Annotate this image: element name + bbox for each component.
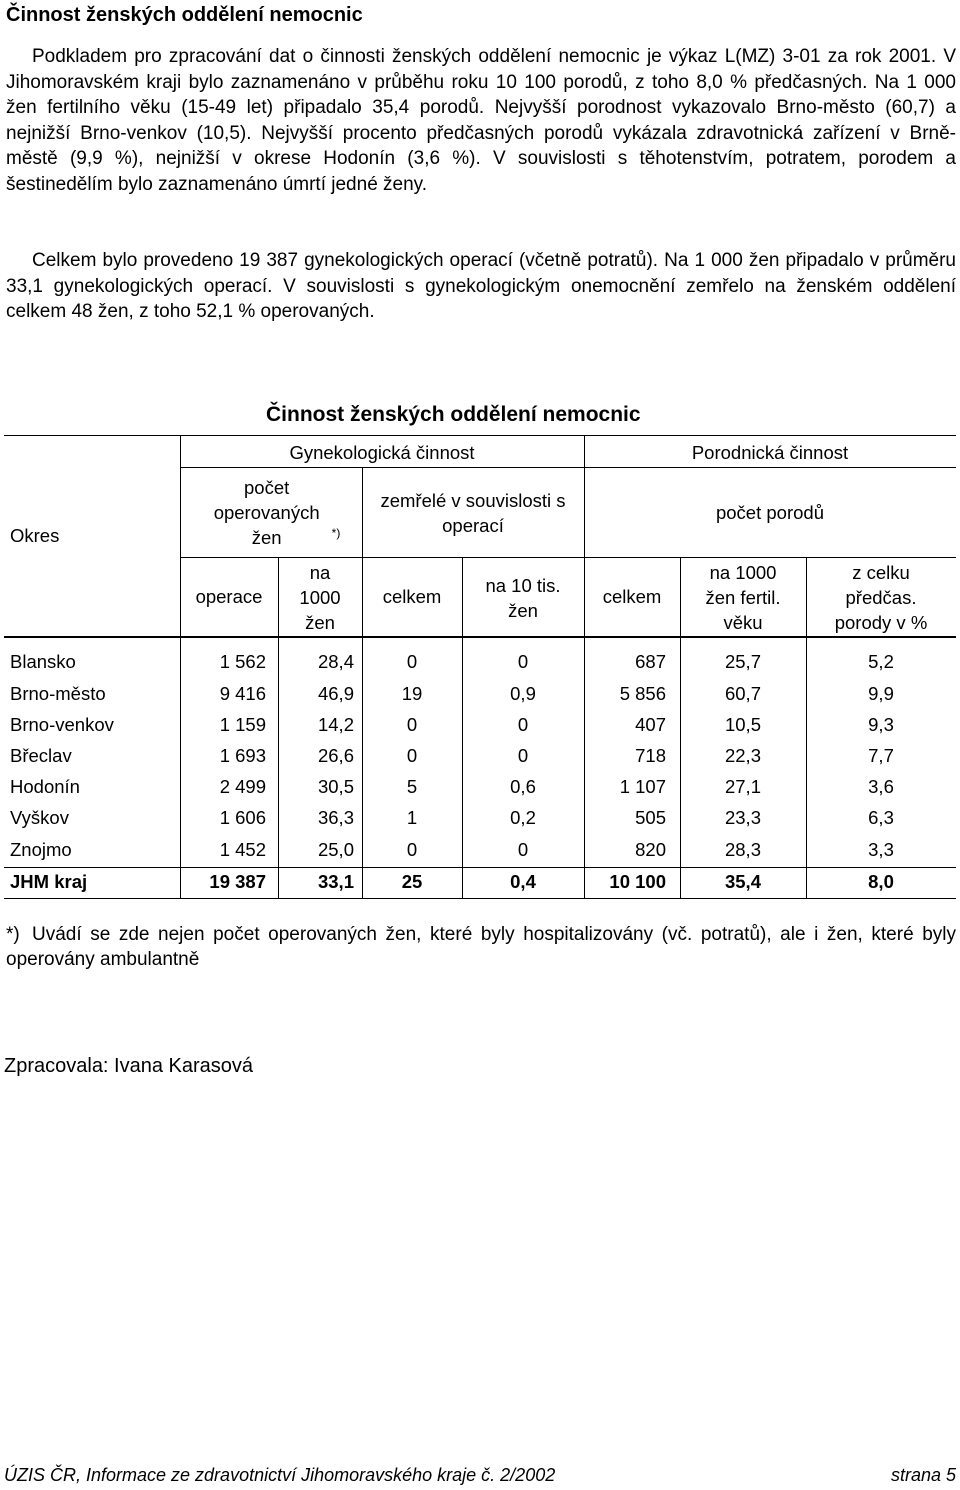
cell-operace: 1 562 [219, 651, 266, 672]
cell-na1000-zen: 26,6 [317, 745, 354, 766]
header-celkem-zemrele: celkem [382, 586, 442, 607]
cell-operace: 1 159 [219, 714, 266, 735]
table-title: Činnost ženských oddělení nemocnic [266, 403, 641, 426]
header-operovanych [180, 475, 362, 550]
footnote-text: Uvádí se zde nejen počet operovaných žen, které byly hospitalizovány (vč. potratů), ale i žen, které byly operovány ambulantně [6, 924, 956, 970]
header-bottom-border [4, 636, 956, 638]
cell-porody-na1000: 23,3 [724, 807, 761, 828]
header-zemrele: zemřelé v souvislosti s operací [380, 490, 566, 536]
paragraph-births: Podkladem pro zpracování dat o činnosti ženských oddělení nemocnic je výkaz L(MZ) 3-01 za rok 2001. V Jihomoravském kraji bylo zaznamenáno v průběhu roku 10 100 porodů, z toho 8,0 % předčasných. Na 1 000 žen fertilního věku (15-49 let) připadalo 35,4 porodů. Nejvyšší porodnost vykazovalo Brno-město (60,7) a nejnižší Brno-venkov (10,5). Nejvyšší procento předčasných porodů vykázala zdravotnická zařízení v Brně-městě (9,9 %), nejnižší v okrese Hodonín (3,6 %). V souvislosti s těhotenstvím, potratem, porodem a šestinedělím bylo zaznamenáno úmrtí jedné ženy. [6, 46, 956, 195]
cell-porody-na1000: 22,3 [724, 745, 761, 766]
footnote [6, 922, 956, 972]
cell-predcas-procento: 8,0 [868, 871, 894, 892]
header-predcas: z celku předčas. porody v % [834, 562, 928, 633]
cell-zemrele-celkem: 1 [406, 807, 418, 828]
cell-operace: 1 693 [219, 745, 266, 766]
header-na1000zen: na 1000 žen [299, 562, 341, 633]
cell-okres: Znojmo [10, 839, 72, 860]
cell-porody-celkem: 1 107 [619, 776, 666, 797]
cell-na1000-zen: 33,1 [317, 871, 354, 892]
cell-porody-na1000: 25,7 [724, 651, 761, 672]
cell-predcas-procento: 9,9 [868, 683, 894, 704]
header-gyn-group: Gynekologická činnost [289, 442, 475, 463]
cell-okres: Brno-město [10, 683, 106, 704]
cell-zemrele-na10tis: 0,6 [510, 776, 536, 797]
cell-na1000-zen: 46,9 [317, 683, 354, 704]
table-top-border [4, 435, 956, 436]
cell-porody-na1000: 27,1 [724, 776, 761, 797]
footnote-text-block [6, 922, 956, 972]
cell-zemrele-na10tis: 0 [517, 714, 529, 735]
cell-porody-celkem: 505 [635, 807, 666, 828]
cell-operace: 9 416 [219, 683, 266, 704]
cell-operace: 1 452 [219, 839, 266, 860]
cell-porody-na1000: 60,7 [724, 683, 761, 704]
cell-porody-celkem: 820 [635, 839, 666, 860]
page-heading: Činnost ženských oddělení nemocnic [6, 4, 363, 26]
total-row-border [4, 867, 956, 868]
cell-na1000-zen: 14,2 [317, 714, 354, 735]
cell-porody-celkem: 687 [635, 651, 666, 672]
header-operovanych-text: počet operovaných žen [213, 477, 320, 548]
cell-okres: Vyškov [10, 807, 69, 828]
cell-porody-celkem: 5 856 [619, 683, 666, 704]
cell-na1000-zen: 30,5 [317, 776, 354, 797]
cell-predcas-procento: 9,3 [868, 714, 894, 735]
cell-na1000-zen: 25,0 [317, 839, 354, 860]
cell-okres: Blansko [10, 651, 76, 672]
paragraph-operations: Celkem bylo provedeno 19 387 gynekologických operací (včetně potratů). Na 1 000 žen připadalo v průměru 33,1 gynekologických operací. V souvislosti s gynekologickým onemocnění zemřelo na ženském oddělení celkem 48 žen, z toho 52,1 % operovaných. [6, 250, 956, 322]
subheader-divider [180, 557, 956, 558]
header-pocet-porodu: počet porodů [715, 502, 824, 523]
cell-zemrele-celkem: 0 [406, 651, 418, 672]
cell-porody-na1000: 10,5 [724, 714, 761, 735]
cell-operace: 19 387 [209, 871, 266, 892]
cell-zemrele-celkem: 19 [401, 683, 423, 704]
header-okres: Okres [10, 525, 60, 546]
cell-operace: 1 606 [219, 807, 266, 828]
cell-na1000-zen: 36,3 [317, 807, 354, 828]
cell-zemrele-celkem: 5 [406, 776, 418, 797]
footnote-symbol: *) [6, 924, 20, 945]
cell-predcas-procento: 3,6 [868, 776, 894, 797]
cell-porody-celkem: 718 [635, 745, 666, 766]
cell-zemrele-celkem: 0 [406, 839, 418, 860]
header-celkem-porody: celkem [602, 586, 662, 607]
cell-okres: Brno-venkov [10, 714, 114, 735]
page-footer [4, 1465, 956, 1486]
cell-predcas-procento: 7,7 [868, 745, 894, 766]
cell-zemrele-na10tis: 0,4 [510, 871, 536, 892]
cell-na1000-zen: 28,4 [317, 651, 354, 672]
author-credit: Zpracovala: Ivana Karasová [4, 1055, 254, 1077]
cell-zemrele-na10tis: 0,2 [510, 807, 536, 828]
cell-predcas-procento: 3,3 [868, 839, 894, 860]
group-header-divider [180, 467, 956, 468]
cell-porody-celkem: 407 [635, 714, 666, 735]
cell-zemrele-na10tis: 0 [517, 839, 529, 860]
cell-zemrele-celkem: 25 [401, 871, 423, 892]
footer-publication: ÚZIS ČR, Informace ze zdravotnictví Jihomoravského kraje č. 2/2002 [4, 1465, 556, 1485]
cell-predcas-procento: 5,2 [868, 651, 894, 672]
header-na1000fertil: na 1000 žen fertil. věku [705, 562, 781, 633]
header-na10tis: na 10 tis. žen [485, 575, 561, 621]
cell-porody-na1000: 35,4 [724, 871, 761, 892]
cell-zemrele-na10tis: 0,9 [510, 683, 536, 704]
header-operace: operace [195, 586, 263, 607]
cell-porody-na1000: 28,3 [724, 839, 761, 860]
header-por-group: Porodnická činnost [691, 442, 849, 463]
footer-page-number: strana 5 [890, 1465, 956, 1485]
cell-zemrele-na10tis: 0 [517, 745, 529, 766]
cell-zemrele-celkem: 0 [406, 745, 418, 766]
cell-porody-celkem: 10 100 [609, 871, 666, 892]
table-bottom-border [4, 898, 956, 899]
cell-okres: Břeclav [10, 745, 72, 766]
cell-okres: Hodonín [10, 776, 80, 797]
cell-zemrele-celkem: 0 [406, 714, 418, 735]
cell-operace: 2 499 [219, 776, 266, 797]
footnote-mark: *) [331, 525, 341, 540]
cell-zemrele-na10tis: 0 [517, 651, 529, 672]
cell-okres: JHM kraj [10, 871, 88, 892]
cell-predcas-procento: 6,3 [868, 807, 894, 828]
